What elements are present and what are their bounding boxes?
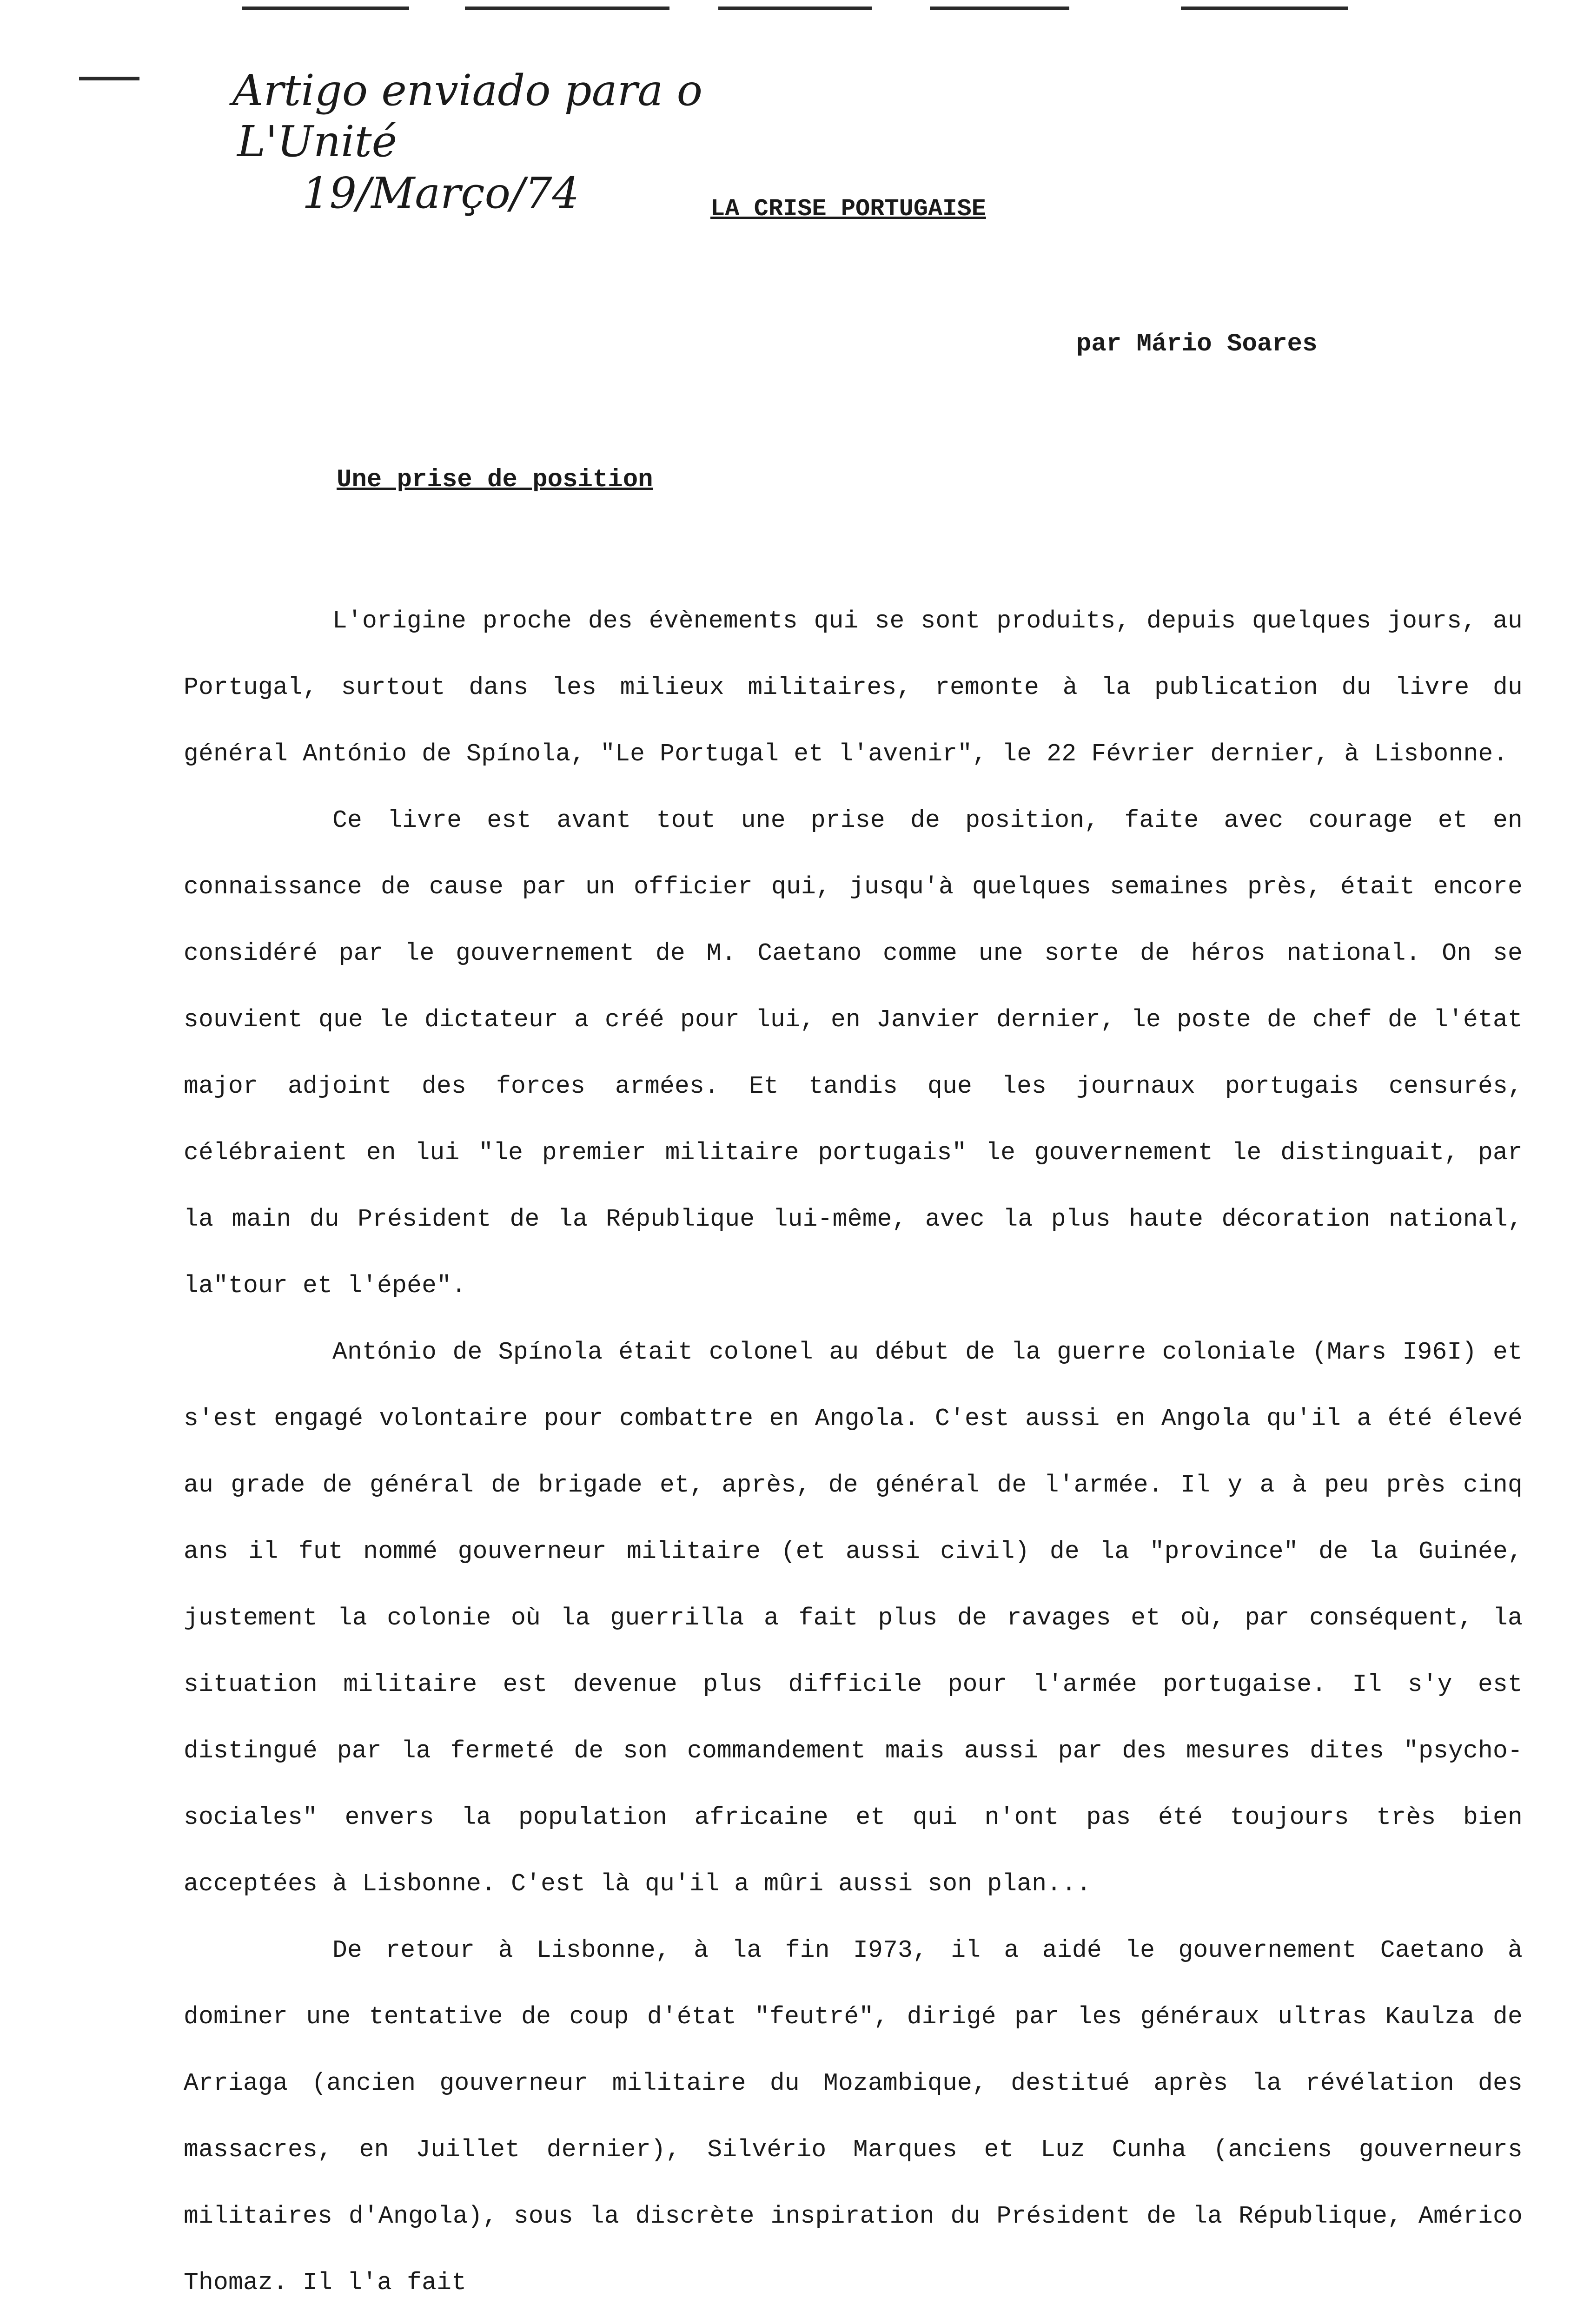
document-title: LA CRISE PORTUGAISE bbox=[710, 195, 986, 223]
handwritten-note-line: L'Unité bbox=[237, 117, 398, 167]
body-paragraph: António de Spínola était colonel au début de la guerre coloniale (Mars I96I) et s'est engagé volontaire pour combattre en Angola. C'est aussi en Angola qu'il a été élevé au grade de général de brigade et, après, de général de l'armée. Il y a à peu près cinq ans il fut nommé gouverneur militaire (et aussi civil) de la "province" de la Guinée, justement la colonie où la guerrilla a fait plus de ravages et où, par conséquent, la situation militaire est devenue plus difficile pour l'armée portugaise. Il s'y est distingué par la fermeté de son commandement mais aussi par des mesures dites "psycho-sociales" envers la population africaine et qui n'ont pas été toujours très bien acceptées à Lisbonne. C'est là qu'il a mûri aussi son plan... bbox=[184, 1338, 1523, 1898]
body-paragraph: Ce livre est avant tout une prise de position, faite avec courage et en connaissance de cause par un officier qui, jusqu'à quelques semaines près, était encore considéré par le gouvernement de M. Caetano comme une sorte de héros national. On se souvient que le dictateur a créé pour lui, en Janvier dernier, le poste de chef de l'état major adjoint des forces armées. Et tandis que les journaux portugais censurés, célébraient en lui "le premier militaire portugais" le gouvernement le distinguait, par la main du Président de la République lui-même, avec la plus haute décoration national, la"tour et l'épée". bbox=[184, 806, 1523, 1300]
handwritten-note bbox=[232, 65, 744, 219]
top-rule bbox=[930, 7, 1069, 10]
margin-dash bbox=[79, 77, 139, 80]
top-rule bbox=[1181, 7, 1348, 10]
section-heading: Une prise de position bbox=[337, 466, 653, 494]
body-paragraph: L'origine proche des évènements qui se sont produits, depuis quelques jours, au Portugal, surtout dans les milieux militaires, remonte à la publication du livre du général António de Spínola, "Le Portugal et l'avenir", le 22 Février dernier, à Lisbonne. bbox=[184, 607, 1523, 768]
body-paragraph: De retour à Lisbonne, à la fin I973, il a aidé le gouvernement Caetano à dominer une tentative de coup d'état "feutré", dirigé par les généraux ultras Kaulza de Arriaga (ancien gouverneur militaire du Mozambique, destitué après la révélation des massacres, en Juillet dernier), Silvério Marques et Luz Cunha (anciens gouverneurs militaires d'Angola), sous la discrète inspiration du Président de la République, Américo Thomaz. Il l'a fait bbox=[184, 1936, 1523, 2297]
top-rule bbox=[242, 7, 409, 10]
body-text bbox=[184, 588, 1523, 2316]
handwritten-note-line: 19/Março/74 bbox=[302, 168, 580, 218]
document-author: par Mário Soares bbox=[1076, 330, 1318, 358]
top-rule bbox=[465, 7, 669, 10]
top-rule bbox=[718, 7, 872, 10]
handwritten-note-line: Artigo enviado para o bbox=[232, 66, 703, 115]
